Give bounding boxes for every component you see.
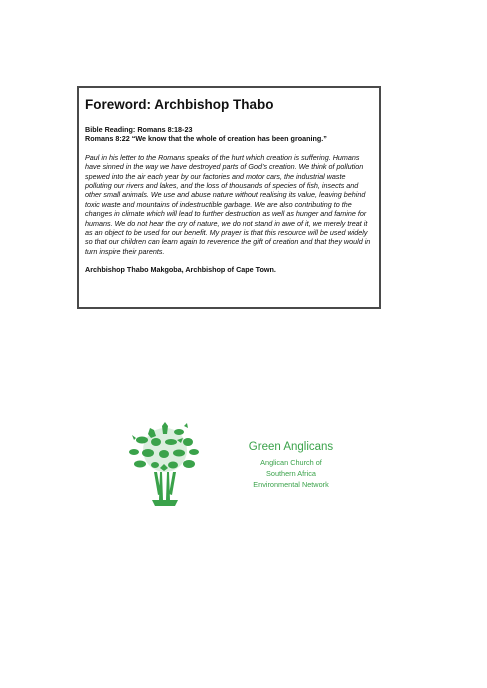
organization-line-3: Environmental Network: [253, 480, 329, 489]
bible-reading: [85, 125, 373, 144]
foreword-box: [77, 86, 381, 309]
organization-name: Green Anglicans: [248, 441, 334, 453]
bible-reading-reference: Bible Reading: Romans 8:18-23: [85, 125, 193, 134]
organization-line-2: Southern Africa: [266, 469, 316, 478]
organization-block: [236, 440, 346, 490]
tree-of-animals-icon: [124, 420, 206, 512]
foreword-title: Foreword: Archbishop Thabo: [85, 97, 274, 112]
foreword-body: Paul in his letter to the Romans speaks of the hurt which creation is suffering. Humans have sinned in the way we have destroyed parts of God’s creation. We think of pollution spewed into the air each year by our factories and motor cars, the industrial waste polluting our rivers and lakes, and the loss of thousands of species of fish, insects and other small animals. We use and abuse nature without realising its value, leaving behind toxic waste and mountains of indestructible garbage. We are also contributing to the changes in climate which will lead to further destruction as well as hunger and famine for humans. We do not hear the cry of nature, we do not stand in awe of it, we merely treat it as an object to be used for our benefit. My prayer is that this resource will be used widely so that our children can learn again to reverence the gift of creation and that they would in turn inspire their parents.: [85, 152, 371, 256]
foreword-signature: Archbishop Thabo Makgoba, Archbishop of Cape Town.: [85, 265, 276, 275]
organization-line-1: Anglican Church of: [260, 458, 322, 467]
bible-reading-verse: Romans 8:22 “We know that the whole of creation has been groaning.”: [85, 134, 327, 144]
